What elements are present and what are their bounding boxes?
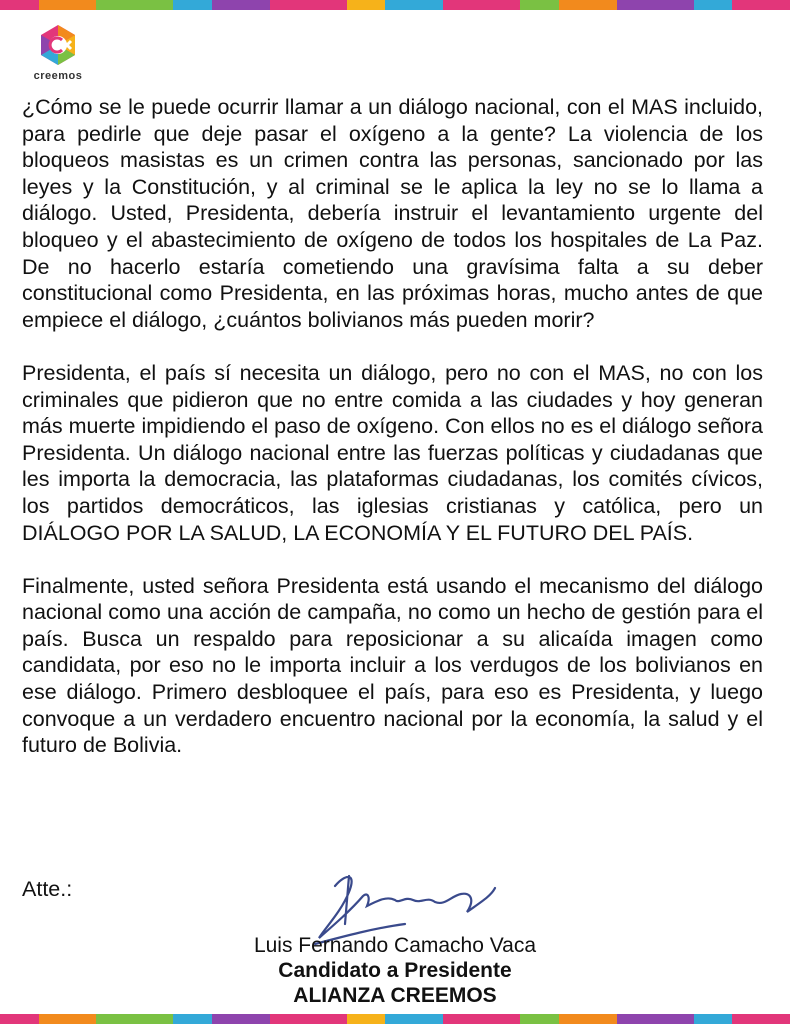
- stripe-segment: [385, 0, 443, 10]
- stripe-segment: [617, 0, 694, 10]
- signature-block: [210, 933, 580, 1008]
- stripe-segment: [443, 1014, 520, 1024]
- stripe-segment: [347, 0, 386, 10]
- creemos-logo-mark-icon: [35, 22, 81, 68]
- stripe-segment: [520, 1014, 559, 1024]
- stripe-segment: [559, 1014, 617, 1024]
- stripe-segment: [0, 0, 39, 10]
- stripe-segment: [443, 0, 520, 10]
- letter-body: [22, 94, 763, 759]
- stripe-segment: [347, 1014, 386, 1024]
- stripe-segment: [270, 0, 347, 10]
- top-color-stripe: [0, 0, 790, 10]
- logo-wordmark: creemos: [33, 70, 83, 82]
- stripe-segment: [212, 0, 270, 10]
- letter-paragraph: Finalmente, usted señora Presidenta está usando el mecanismo del diálogo nacional como una acción de campaña, no como un hecho de gestión para el país. Busca un respaldo para reposicionar a su alicaída imagen como candidata, por eso no le importa incluir a los verdugos de los bolivianos en ese diálogo. Primero desbloquee el país, para eso es Presidenta, y luego convoque a un verdadero encuentro nacional por la economía, la salud y el futuro de Bolivia.: [22, 573, 763, 758]
- stripe-segment: [694, 0, 733, 10]
- stripe-segment: [270, 1014, 347, 1024]
- letter-paragraph: ¿Cómo se le puede ocurrir llamar a un diálogo nacional, con el MAS incluido, para pedirle que deje pasar el oxígeno a la gente? La violencia de los bloqueos masistas es un crimen contra las personas, sancionado por las leyes y la Constitución, y al criminal se le aplica la ley no se lo llama a diálogo. Usted, Presidenta, debería instruir el levantamiento urgente del bloqueo y el abastecimiento de oxígeno de todos los hospitales de La Paz. De no hacerlo estaría cometiendo una gravísima falta a su deber constitucional como Presidenta, en las próximas horas, mucho antes de que empiece el diálogo, ¿cuántos bolivianos más pueden morir?: [22, 95, 763, 332]
- stripe-segment: [96, 0, 173, 10]
- stripe-segment: [96, 1014, 173, 1024]
- stripe-segment: [617, 1014, 694, 1024]
- stripe-segment: [694, 1014, 733, 1024]
- stripe-segment: [520, 0, 559, 10]
- signer-role: Candidato a Presidente: [278, 959, 512, 982]
- stripe-segment: [732, 1014, 790, 1024]
- stripe-segment: [39, 1014, 97, 1024]
- stripe-segment: [0, 1014, 39, 1024]
- signer-organization: ALIANZA CREEMOS: [293, 984, 497, 1007]
- stripe-segment: [212, 1014, 270, 1024]
- stripe-segment: [559, 0, 617, 10]
- stripe-segment: [385, 1014, 443, 1024]
- stripe-segment: [39, 0, 97, 10]
- bottom-color-stripe: [0, 1014, 790, 1024]
- stripe-segment: [173, 1014, 212, 1024]
- stripe-segment: [732, 0, 790, 10]
- creemos-logo: [26, 22, 90, 88]
- stripe-segment: [173, 0, 212, 10]
- letter-paragraph: Presidenta, el país sí necesita un diálogo, pero no con el MAS, no con los criminales que pidieron que no entre comida a las ciudades y hoy generan más muerte impidiendo el paso de oxígeno. Con ellos no es el diálogo señora Presidenta. Un diálogo nacional entre las fuerzas políticas y ciudadanas que les importa la democracia, las plataformas ciudadanas, los comités cívicos, los partidos democráticos, las iglesias cristianas y católica, pero un DIÁLOGO POR LA SALUD, LA ECONOMÍA Y EL FUTURO DEL PAÍS.: [22, 360, 764, 545]
- signer-name: Luis Fernando Camacho Vaca: [253, 934, 537, 957]
- closing-salutation: Atte.:: [22, 877, 73, 901]
